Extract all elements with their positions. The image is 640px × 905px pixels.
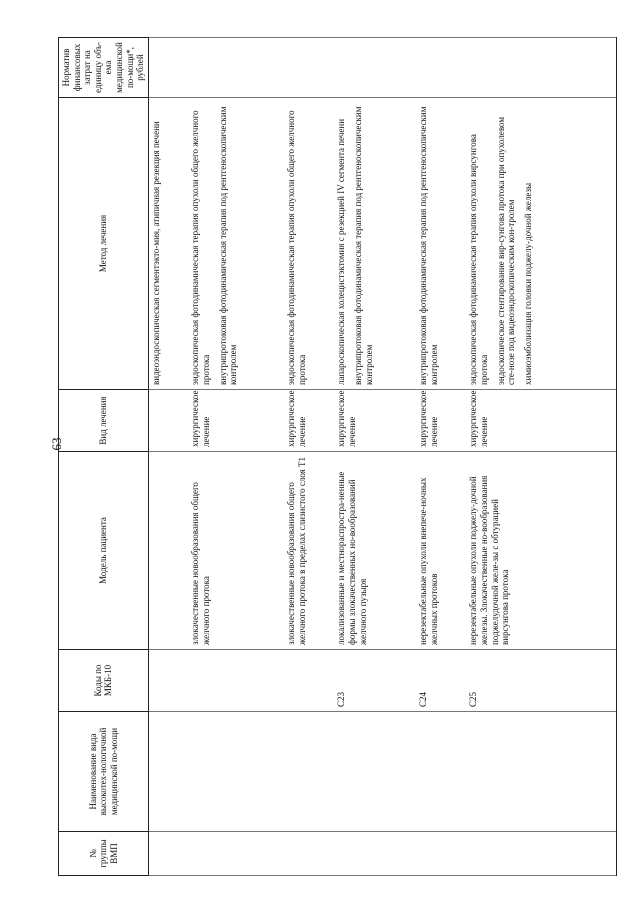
table-header [59, 38, 149, 876]
cell-methods [148, 98, 188, 390]
cell-group [148, 832, 188, 876]
cell-treatment: хирургическое лечение [334, 390, 416, 452]
cell-model: локализованные и местнораспростра-ненные формы злокачественных но-вообразований желчного пузыря [334, 452, 416, 650]
header-cost-norm: Норматив финансовых затрат на единицу объ-ема медицинской по-мощи*, рублей [59, 38, 149, 98]
table-row [334, 38, 416, 876]
method-item: эндоскопическая фотодинамическая терапия опухоли общего желчного протока [190, 110, 211, 385]
cell-group [416, 832, 466, 876]
cell-code [284, 650, 334, 712]
cell-norm [416, 38, 466, 98]
cell-norm [188, 38, 284, 98]
cell-name [188, 712, 284, 832]
cell-treatment: хирургическое лечение [416, 390, 466, 452]
method-item: эндоскопическая фотодинамическая терапия опухоли вирсунгова протока [468, 134, 489, 385]
header-treatment-method: Метод лечения [59, 98, 149, 390]
method-item: эндоскопическая фотодинамическая терапия опухоли общего желчного протока [286, 110, 307, 385]
rotated-table-sheet [58, 38, 588, 876]
table-row [466, 38, 616, 876]
header-row [59, 38, 149, 876]
vmp-table [58, 37, 617, 876]
header-patient-model: Модель пациента [59, 452, 149, 650]
cell-model: злокачественные новообразования общего желчного протока в пределах слизистого слоя T1 [284, 452, 334, 650]
cell-code [148, 650, 188, 712]
cell-methods [416, 98, 466, 390]
cell-name [284, 712, 334, 832]
cell-group [334, 832, 416, 876]
table-row [284, 38, 334, 876]
cell-methods [334, 98, 416, 390]
method-item: химиоэмболизация головки поджелу-дочной железы [522, 182, 533, 385]
header-care-type-name: Наименование вида высокотех-нологичной медицинской по-мощи [59, 712, 149, 832]
page-number-text: 63 [49, 437, 64, 451]
cell-code: C24 [416, 650, 466, 712]
method-item: видеоэндоскопическая сегментэкто-мия, атипичная резекция печени [150, 121, 161, 385]
cell-model: нерезектабельные опухоли поджелу-дочной железы. Злокачественные но-вообразования поджелудочной желе-зы с обтурацией вирсунгова протока [466, 452, 616, 650]
table-row [188, 38, 284, 876]
cell-name [148, 712, 188, 832]
cell-treatment: хирургическое лечение [284, 390, 334, 452]
cell-norm [334, 38, 416, 98]
cell-methods [188, 98, 284, 390]
cell-treatment: хирургическое лечение [466, 390, 616, 452]
cell-code [188, 650, 284, 712]
table-row [416, 38, 466, 876]
cell-model: злокачественные новообразования общего желчного протока [188, 452, 284, 650]
cell-name [416, 712, 466, 832]
cell-treatment [148, 390, 188, 452]
table-body [148, 38, 616, 876]
method-item: эндоскопическое стентирование вир-сунгова протока при опухолевом сте-нозе под видеоэндоскопическим кон-тролем [495, 116, 517, 385]
header-treatment-type: Вид лечения [59, 390, 149, 452]
cell-name [334, 712, 416, 832]
cell-treatment: хирургическое лечение [188, 390, 284, 452]
method-item: лапароскопическая холецистэктомия с резекцией IV сегмента печени [336, 118, 347, 385]
cell-model [148, 452, 188, 650]
cell-code: C25 [466, 650, 616, 712]
cell-methods [284, 98, 334, 390]
cell-norm [466, 38, 616, 98]
header-icd-codes: Коды по МКБ-10 [59, 650, 149, 712]
cell-group [466, 832, 616, 876]
cell-model: нерезектабельные опухоли внепече-ночных желчных протоков [416, 452, 466, 650]
cell-group [284, 832, 334, 876]
method-item: внутрипротоковая фотодинамическая терапия под рентгеноскопическим контролем [418, 106, 439, 385]
header-group-number: № группы ВМП [59, 832, 149, 876]
cell-name [466, 712, 616, 832]
cell-norm [148, 38, 188, 98]
cell-code: C23 [334, 650, 416, 712]
cell-methods [466, 98, 616, 390]
cell-group [188, 832, 284, 876]
cell-norm [284, 38, 334, 98]
method-item: внутрипротоковая фотодинамическая терапия под рентгеноскопическим контролем [217, 106, 239, 385]
method-item: внутрипротоковая фотодинамическая терапия под рентгеноскопическим контролем [352, 106, 374, 385]
table-row [148, 38, 188, 876]
